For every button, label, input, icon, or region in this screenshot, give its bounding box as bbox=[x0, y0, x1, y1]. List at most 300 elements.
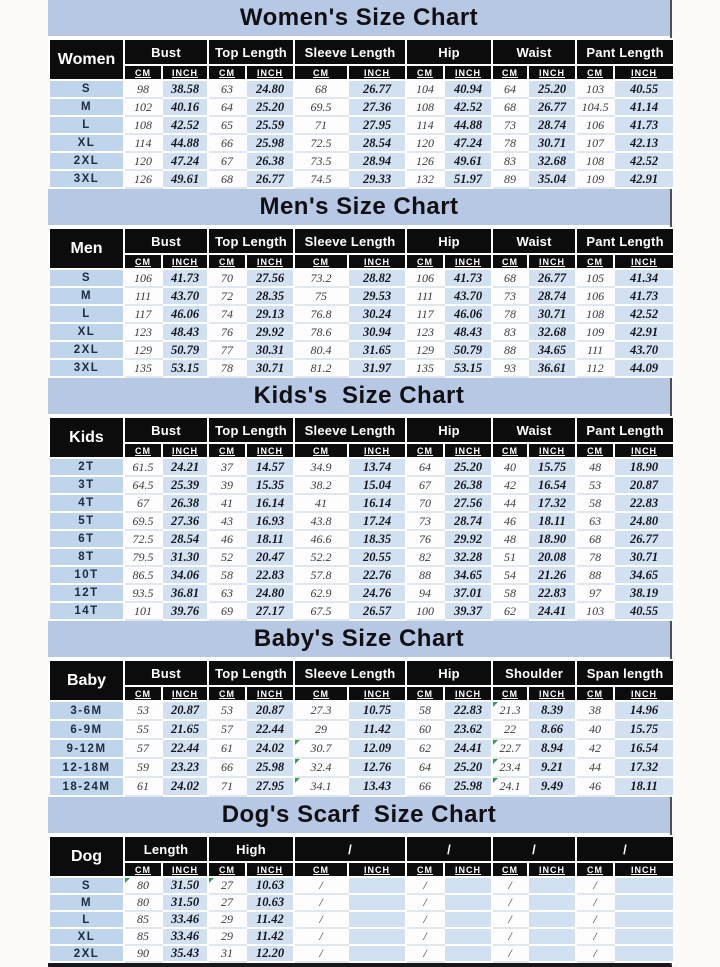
inch-value: 18.90 bbox=[528, 530, 576, 548]
inch-value: 26.38 bbox=[444, 476, 492, 494]
size-chart-section bbox=[48, 189, 670, 378]
cm-value: 97 bbox=[576, 584, 614, 602]
cm-value: 68 bbox=[492, 269, 528, 287]
table-row bbox=[49, 945, 674, 962]
column-header: Sleeve Length bbox=[294, 228, 406, 254]
chart-title: Women's Size Chart bbox=[48, 0, 670, 38]
inch-value: 26.77 bbox=[614, 530, 674, 548]
unit-header-row bbox=[49, 686, 674, 701]
table-row bbox=[49, 98, 674, 116]
cm-value: 80.4 bbox=[294, 341, 348, 359]
cm-value: 31 bbox=[208, 945, 246, 962]
inch-value: 34.65 bbox=[614, 566, 674, 584]
inch-value: 18.90 bbox=[614, 458, 674, 476]
inch-value: 44.88 bbox=[162, 134, 208, 152]
inch-value: 17.32 bbox=[528, 494, 576, 512]
cm-value: 135 bbox=[124, 359, 162, 377]
unit-header-inch: INCH bbox=[614, 65, 674, 80]
unit-header-cm: CM bbox=[294, 254, 348, 269]
cm-value: 98 bbox=[124, 80, 162, 98]
unit-header-inch: INCH bbox=[348, 686, 406, 701]
inch-value: 9.21 bbox=[528, 758, 576, 777]
cm-value: 106 bbox=[406, 269, 444, 287]
size-label: 12T bbox=[49, 584, 124, 602]
inch-value: 11.42 bbox=[246, 928, 294, 945]
size-label: 6T bbox=[49, 530, 124, 548]
unit-header-inch: INCH bbox=[246, 686, 294, 701]
size-label: 2XL bbox=[49, 945, 124, 962]
inch-value: 42.91 bbox=[614, 170, 674, 188]
inch-value: 27.95 bbox=[348, 116, 406, 134]
unit-header-inch: INCH bbox=[162, 65, 208, 80]
cm-value: 73 bbox=[492, 116, 528, 134]
cm-value: / bbox=[492, 945, 528, 962]
unit-header-row bbox=[49, 65, 674, 80]
size-label: XL bbox=[49, 323, 124, 341]
inch-value: 44.88 bbox=[444, 116, 492, 134]
chart-category-label: Dog bbox=[49, 836, 124, 877]
cm-value: 108 bbox=[406, 98, 444, 116]
table-row bbox=[49, 134, 674, 152]
inch-value: 28.74 bbox=[528, 116, 576, 134]
inch-value: 10.75 bbox=[348, 701, 406, 720]
cm-value: 78.6 bbox=[294, 323, 348, 341]
inch-value: 28.74 bbox=[528, 287, 576, 305]
inch-value: 17.24 bbox=[348, 512, 406, 530]
cm-value: 135 bbox=[406, 359, 444, 377]
inch-value: 40.16 bbox=[162, 98, 208, 116]
inch-value: 31.65 bbox=[348, 341, 406, 359]
inch-value: 49.61 bbox=[162, 170, 208, 188]
inch-value: 26.77 bbox=[528, 269, 576, 287]
cm-value: 63 bbox=[208, 80, 246, 98]
unit-header-inch: INCH bbox=[348, 443, 406, 458]
unit-header-inch: INCH bbox=[348, 65, 406, 80]
size-table bbox=[48, 227, 675, 378]
unit-header-inch: INCH bbox=[246, 65, 294, 80]
cm-value: 76 bbox=[208, 323, 246, 341]
inch-value: 29.33 bbox=[348, 170, 406, 188]
column-header: Bust bbox=[124, 39, 208, 65]
inch-value bbox=[528, 945, 576, 962]
cm-value: 108 bbox=[576, 305, 614, 323]
cm-value: 64.5 bbox=[124, 476, 162, 494]
cm-value: 22.7 bbox=[492, 739, 528, 758]
table-row bbox=[49, 305, 674, 323]
unit-header-inch: INCH bbox=[614, 862, 674, 877]
inch-value: 15.75 bbox=[614, 720, 674, 739]
chart-category-label: Kids bbox=[49, 417, 124, 458]
table-row bbox=[49, 359, 674, 377]
cm-value: 60 bbox=[406, 720, 444, 739]
column-header: Waist bbox=[492, 228, 576, 254]
inch-value: 26.38 bbox=[162, 494, 208, 512]
table-row bbox=[49, 548, 674, 566]
cm-value: 48 bbox=[576, 458, 614, 476]
inch-value: 26.57 bbox=[348, 602, 406, 620]
unit-header-cm: CM bbox=[492, 686, 528, 701]
inch-value: 50.79 bbox=[444, 341, 492, 359]
column-header: Pant Length bbox=[576, 417, 674, 443]
inch-value: 26.77 bbox=[528, 98, 576, 116]
unit-header-inch: INCH bbox=[162, 862, 208, 877]
cm-value: 37 bbox=[208, 458, 246, 476]
cm-value: 57 bbox=[124, 739, 162, 758]
cm-value: 58 bbox=[576, 494, 614, 512]
column-header: Bust bbox=[124, 228, 208, 254]
inch-value: 24.76 bbox=[348, 584, 406, 602]
inch-value: 15.75 bbox=[528, 458, 576, 476]
inch-value: 26.77 bbox=[246, 170, 294, 188]
inch-value: 25.20 bbox=[246, 98, 294, 116]
cm-value: 46.6 bbox=[294, 530, 348, 548]
green-corner-flag bbox=[295, 740, 300, 745]
cm-value: 62 bbox=[492, 602, 528, 620]
table-row bbox=[49, 894, 674, 911]
cm-value: 46 bbox=[576, 777, 614, 796]
unit-header-cm: CM bbox=[576, 443, 614, 458]
inch-value: 28.54 bbox=[348, 134, 406, 152]
cm-value: 109 bbox=[576, 170, 614, 188]
size-label: M bbox=[49, 98, 124, 116]
cm-value: 111 bbox=[576, 341, 614, 359]
cm-value: 58 bbox=[406, 701, 444, 720]
cm-value: 103 bbox=[576, 80, 614, 98]
column-header-row bbox=[49, 417, 674, 443]
inch-value: 36.61 bbox=[528, 359, 576, 377]
inch-value: 29.13 bbox=[246, 305, 294, 323]
unit-header-cm: CM bbox=[406, 862, 444, 877]
inch-value: 23.62 bbox=[444, 720, 492, 739]
inch-value: 18.35 bbox=[348, 530, 406, 548]
inch-value: 31.97 bbox=[348, 359, 406, 377]
column-header: Waist bbox=[492, 39, 576, 65]
cm-value: 57 bbox=[208, 720, 246, 739]
unit-header-inch: INCH bbox=[348, 254, 406, 269]
unit-header-cm: CM bbox=[406, 65, 444, 80]
inch-value: 25.39 bbox=[162, 476, 208, 494]
table-row bbox=[49, 720, 674, 739]
unit-header-inch: INCH bbox=[528, 862, 576, 877]
inch-value: 41.73 bbox=[162, 269, 208, 287]
size-chart-section bbox=[48, 621, 670, 797]
inch-value: 39.37 bbox=[444, 602, 492, 620]
column-header: Pant Length bbox=[576, 228, 674, 254]
inch-value: 53.15 bbox=[444, 359, 492, 377]
inch-value: 30.24 bbox=[348, 305, 406, 323]
inch-value: 12.76 bbox=[348, 758, 406, 777]
green-corner-flag bbox=[493, 740, 498, 745]
size-label: 3XL bbox=[49, 170, 124, 188]
table-row bbox=[49, 458, 674, 476]
cm-value: 73 bbox=[406, 512, 444, 530]
cm-value: 77 bbox=[208, 341, 246, 359]
inch-value: 16.54 bbox=[614, 739, 674, 758]
inch-value: 23.23 bbox=[162, 758, 208, 777]
inch-value: 22.76 bbox=[348, 566, 406, 584]
unit-header-cm: CM bbox=[124, 254, 162, 269]
cm-value: 63 bbox=[208, 584, 246, 602]
unit-header-inch: INCH bbox=[444, 65, 492, 80]
cm-value: 76 bbox=[406, 530, 444, 548]
inch-value: 31.50 bbox=[162, 894, 208, 911]
size-chart-sheet bbox=[48, 0, 672, 967]
cm-value: 107 bbox=[576, 134, 614, 152]
inch-value: 16.93 bbox=[246, 512, 294, 530]
cm-value: 123 bbox=[124, 323, 162, 341]
inch-value: 25.98 bbox=[246, 758, 294, 777]
size-label: 12-18M bbox=[49, 758, 124, 777]
unit-header-cm: CM bbox=[294, 862, 348, 877]
cm-value: 69 bbox=[208, 602, 246, 620]
unit-header-inch: INCH bbox=[246, 443, 294, 458]
size-label: M bbox=[49, 287, 124, 305]
unit-header-cm: CM bbox=[124, 862, 162, 877]
cm-value: 23.4 bbox=[492, 758, 528, 777]
inch-value: 20.47 bbox=[246, 548, 294, 566]
table-body bbox=[49, 80, 674, 188]
unit-header-cm: CM bbox=[576, 65, 614, 80]
cm-value: 21.3 bbox=[492, 701, 528, 720]
inch-value: 27.36 bbox=[348, 98, 406, 116]
table-row bbox=[49, 152, 674, 170]
inch-value: 34.06 bbox=[162, 566, 208, 584]
table-row bbox=[49, 341, 674, 359]
inch-value: 25.98 bbox=[246, 134, 294, 152]
inch-value: 24.80 bbox=[246, 80, 294, 98]
cm-value: 104.5 bbox=[576, 98, 614, 116]
cm-value: 48 bbox=[492, 530, 528, 548]
size-label: 2XL bbox=[49, 152, 124, 170]
inch-value: 22.44 bbox=[246, 720, 294, 739]
size-table bbox=[48, 416, 675, 621]
cm-value: 64 bbox=[208, 98, 246, 116]
green-corner-flag bbox=[493, 778, 498, 783]
cm-value: 109 bbox=[576, 323, 614, 341]
table-row bbox=[49, 566, 674, 584]
cm-value: 67 bbox=[124, 494, 162, 512]
inch-value: 26.77 bbox=[348, 80, 406, 98]
unit-header-inch: INCH bbox=[528, 686, 576, 701]
cm-value: 69.5 bbox=[294, 98, 348, 116]
cm-value: 63 bbox=[576, 512, 614, 530]
chart-category-label: Men bbox=[49, 228, 124, 269]
inch-value: 27.36 bbox=[162, 512, 208, 530]
table-row bbox=[49, 287, 674, 305]
cm-value: 90 bbox=[124, 945, 162, 962]
inch-value: 20.87 bbox=[162, 701, 208, 720]
cm-value: 123 bbox=[406, 323, 444, 341]
green-corner-flag bbox=[125, 878, 130, 883]
cm-value: 43 bbox=[208, 512, 246, 530]
table-row bbox=[49, 739, 674, 758]
cm-value: / bbox=[576, 877, 614, 894]
cm-value: 66 bbox=[406, 777, 444, 796]
inch-value: 46.06 bbox=[162, 305, 208, 323]
cm-value: / bbox=[576, 928, 614, 945]
inch-value: 53.15 bbox=[162, 359, 208, 377]
size-label: 2T bbox=[49, 458, 124, 476]
unit-header-inch: INCH bbox=[246, 862, 294, 877]
inch-value: 46.06 bbox=[444, 305, 492, 323]
inch-value: 38.19 bbox=[614, 584, 674, 602]
table-body bbox=[49, 701, 674, 796]
cm-value: 43.8 bbox=[294, 512, 348, 530]
cm-value: 82 bbox=[406, 548, 444, 566]
inch-value: 30.31 bbox=[246, 341, 294, 359]
column-header: Span length bbox=[576, 660, 674, 686]
cm-value: 58 bbox=[492, 584, 528, 602]
column-header: / bbox=[406, 836, 492, 862]
cm-value: 106 bbox=[576, 287, 614, 305]
cm-value: 88 bbox=[492, 341, 528, 359]
cm-value: 114 bbox=[124, 134, 162, 152]
inch-value: 15.35 bbox=[246, 476, 294, 494]
cm-value: 62.9 bbox=[294, 584, 348, 602]
cm-value: 39 bbox=[208, 476, 246, 494]
cm-value: 93.5 bbox=[124, 584, 162, 602]
inch-value: 25.20 bbox=[528, 80, 576, 98]
inch-value: 18.11 bbox=[246, 530, 294, 548]
cm-value: 66 bbox=[208, 758, 246, 777]
cm-value: 78 bbox=[492, 134, 528, 152]
inch-value: 22.44 bbox=[162, 739, 208, 758]
cm-value: 108 bbox=[576, 152, 614, 170]
inch-value: 32.28 bbox=[444, 548, 492, 566]
table-row bbox=[49, 323, 674, 341]
unit-header-inch: INCH bbox=[528, 443, 576, 458]
column-header-row bbox=[49, 836, 674, 862]
unit-header-inch: INCH bbox=[162, 686, 208, 701]
cm-value: 42 bbox=[576, 739, 614, 758]
inch-value: 25.59 bbox=[246, 116, 294, 134]
cm-value: 105 bbox=[576, 269, 614, 287]
unit-header-inch: INCH bbox=[348, 862, 406, 877]
cm-value: / bbox=[294, 945, 348, 962]
inch-value: 35.04 bbox=[528, 170, 576, 188]
inch-value bbox=[614, 928, 674, 945]
column-header: Hip bbox=[406, 660, 492, 686]
table-row bbox=[49, 584, 674, 602]
cm-value: 83 bbox=[492, 323, 528, 341]
inch-value: 31.30 bbox=[162, 548, 208, 566]
table-body bbox=[49, 877, 674, 962]
cm-value: 81.2 bbox=[294, 359, 348, 377]
inch-value: 16.14 bbox=[246, 494, 294, 512]
inch-value: 22.83 bbox=[614, 494, 674, 512]
cm-value: 93 bbox=[492, 359, 528, 377]
inch-value: 20.87 bbox=[614, 476, 674, 494]
cm-value: 72.5 bbox=[294, 134, 348, 152]
inch-value: 39.76 bbox=[162, 602, 208, 620]
cm-value: 41 bbox=[208, 494, 246, 512]
unit-header-inch: INCH bbox=[528, 65, 576, 80]
column-header: Bust bbox=[124, 417, 208, 443]
inch-value: 16.14 bbox=[348, 494, 406, 512]
size-label: 8T bbox=[49, 548, 124, 566]
green-corner-flag bbox=[493, 702, 498, 707]
inch-value bbox=[348, 928, 406, 945]
inch-value: 27.17 bbox=[246, 602, 294, 620]
cm-value: 73 bbox=[492, 287, 528, 305]
column-header: Sleeve Length bbox=[294, 417, 406, 443]
inch-value: 33.46 bbox=[162, 911, 208, 928]
cm-value: 108 bbox=[124, 116, 162, 134]
cm-value: 89 bbox=[492, 170, 528, 188]
inch-value: 42.52 bbox=[444, 98, 492, 116]
inch-value: 28.74 bbox=[444, 512, 492, 530]
cm-value: 104 bbox=[406, 80, 444, 98]
cm-value: 66 bbox=[208, 134, 246, 152]
cm-value: 75 bbox=[294, 287, 348, 305]
inch-value: 24.41 bbox=[528, 602, 576, 620]
inch-value bbox=[444, 945, 492, 962]
size-label: L bbox=[49, 305, 124, 323]
size-label: 3T bbox=[49, 476, 124, 494]
column-header: Top Length bbox=[208, 660, 294, 686]
inch-value: 27.56 bbox=[246, 269, 294, 287]
table-row bbox=[49, 602, 674, 620]
inch-value: 26.38 bbox=[246, 152, 294, 170]
inch-value: 12.09 bbox=[348, 739, 406, 758]
cm-value: 61 bbox=[208, 739, 246, 758]
inch-value: 22.83 bbox=[444, 701, 492, 720]
size-table bbox=[48, 38, 675, 189]
inch-value: 30.71 bbox=[528, 305, 576, 323]
cm-value: 30.7 bbox=[294, 739, 348, 758]
cm-value: 102 bbox=[124, 98, 162, 116]
cm-value: / bbox=[576, 894, 614, 911]
chart-title: Men's Size Chart bbox=[48, 189, 670, 227]
unit-header-cm: CM bbox=[576, 686, 614, 701]
column-header: / bbox=[492, 836, 576, 862]
inch-value: 41.73 bbox=[614, 287, 674, 305]
cm-value: 76.8 bbox=[294, 305, 348, 323]
cm-value: 46 bbox=[492, 512, 528, 530]
inch-value: 24.80 bbox=[246, 584, 294, 602]
unit-header-cm: CM bbox=[406, 254, 444, 269]
unit-header-inch: INCH bbox=[528, 254, 576, 269]
cm-value: 61.5 bbox=[124, 458, 162, 476]
column-header: Hip bbox=[406, 417, 492, 443]
inch-value: 30.71 bbox=[528, 134, 576, 152]
cm-value: 55 bbox=[124, 720, 162, 739]
unit-header-cm: CM bbox=[208, 254, 246, 269]
inch-value: 24.02 bbox=[162, 777, 208, 796]
column-header: High bbox=[208, 836, 294, 862]
cm-value: / bbox=[492, 894, 528, 911]
column-header: / bbox=[576, 836, 674, 862]
chart-category-label: Baby bbox=[49, 660, 124, 701]
cm-value: 71 bbox=[208, 777, 246, 796]
unit-header-inch: INCH bbox=[444, 443, 492, 458]
cm-value: 53 bbox=[576, 476, 614, 494]
unit-header-inch: INCH bbox=[246, 254, 294, 269]
inch-value: 11.42 bbox=[246, 911, 294, 928]
cm-value: 85 bbox=[124, 928, 162, 945]
inch-value: 27.95 bbox=[246, 777, 294, 796]
inch-value bbox=[348, 945, 406, 962]
size-label: 6-9M bbox=[49, 720, 124, 739]
cm-value: 29 bbox=[294, 720, 348, 739]
inch-value: 30.71 bbox=[614, 548, 674, 566]
size-chart-section bbox=[48, 378, 670, 621]
inch-value: 34.65 bbox=[528, 341, 576, 359]
size-label: S bbox=[49, 877, 124, 894]
inch-value: 35.43 bbox=[162, 945, 208, 962]
column-header: Top Length bbox=[208, 417, 294, 443]
size-label: XL bbox=[49, 928, 124, 945]
